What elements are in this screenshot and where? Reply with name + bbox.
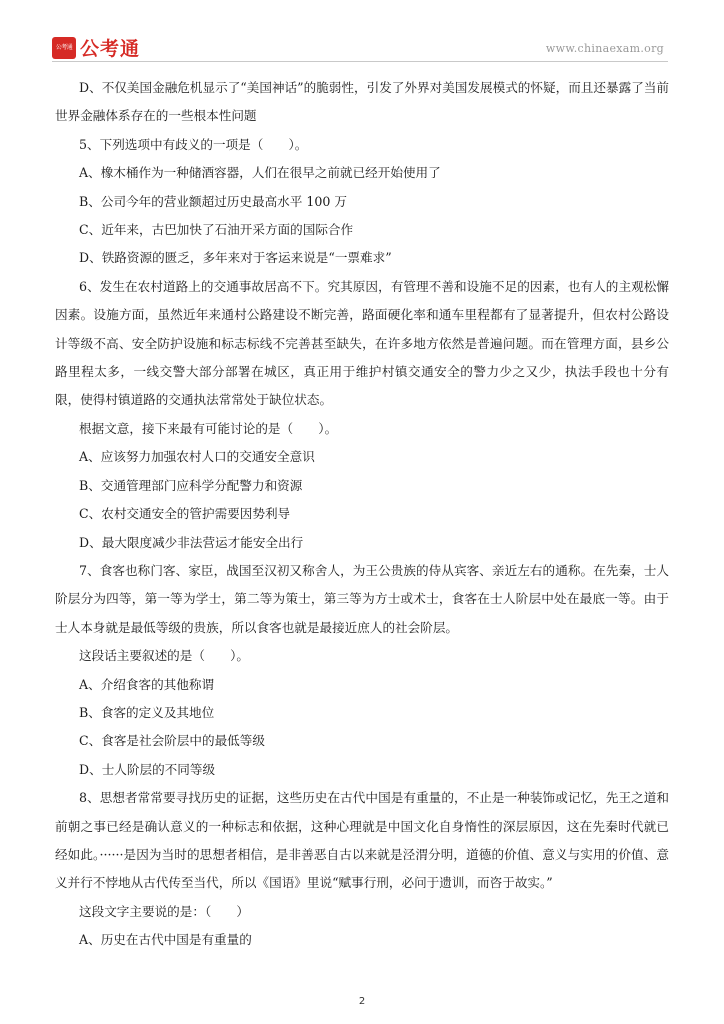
q6-passage: 6、发生在农村道路上的交通事故居高不下。究其原因，有管理不善和设施不足的因素，也有人的主观松懈因素。设施方面，虽然近年来通村公路建设不断完善，路面硬化率和通车里程都有了显著提升，但农村公路设计等级不高、安全防护设施和标志标线不完善甚至缺失，在许多地方依然是普遍问题。而在管理方面，县乡公路里程太多，一线交警大部分部署在城区，真正用于维护村镇交通安全的警力少之又少，执法手段也十分有限，使得村镇道路的交通执法常常处于缺位状态。 [55,278,669,408]
page-header [52,30,668,62]
q5-option-c: C、近年来，古巴加快了石油开采方面的国际合作 [79,222,354,238]
header-divider [52,61,668,62]
q7-stem: 这段话主要叙述的是（ ）。 [79,648,250,664]
q6-stem: 根据文意，接下来最有可能讨论的是（ ）。 [79,420,338,436]
q8-passage: 8、思想者常常要寻找历史的证据，这些历史在古代中国是有重量的，不止是一种装饰或记忆，先王之道和前朝之事已经是确认意义的一种标志和依据，这种心理就是中国文化自身惰性的深层原因，这在先秦时代就已经如此。······是因为当时的思想者相信，是非善恶自古以来就是泾渭分明，道德的价值、意义与实用的价值、意义并行不悖地从古代传至当代，所以《国语》里说“赋事行刑，必问于遗训，而咨于故实。” [55,790,669,891]
q4-option-d: D、不仅美国金融危机显示了“美国神话”的脆弱性，引发了外界对美国发展模式的怀疑，而且还暴露了当前世界金融体系存在的一些根本性问题 [55,80,669,124]
q6-option-c: C、农村交通安全的管护需要因势利导 [79,506,291,522]
q6-option-b: B、交通管理部门应科学分配警力和资源 [79,477,303,493]
q7-passage: 7、食客也称门客、家臣，战国至汉初又称舍人，为王公贵族的侍从宾客、亲近左右的通称。在先秦，士人阶层分为四等，第一等为学士，第二等为策士，第三等为方士或术士，食客在士人阶层中处在最底一等。由于士人本身就是最低等级的贵族，所以食客也就是最接近庶人的社会阶层。 [55,562,669,635]
q8-stem: 这段文字主要说的是：（ ） [79,903,250,919]
logo-text: 公考通 [80,38,141,60]
site-url[interactable]: www.chinaexam.org [545,42,664,55]
q7-option-a: A、介绍食客的其他称谓 [79,676,215,692]
q5-option-a: A、橡木桶作为一种储酒容器，人们在很早之前就已经开始使用了 [79,165,441,181]
q7-option-b: B、食客的定义及其地位 [79,704,215,720]
q5-option-b: B、公司今年的营业额超过历史最高水平 100 万 [79,193,347,209]
q5-stem: 5、下列选项中有歧义的一项是（ ）。 [79,136,308,152]
document-body [55,74,669,955]
q5-option-d: D、铁路资源的匮乏，多年来对于客运来说是“一票难求” [79,250,392,266]
q6-option-d: D、最大限度减少非法营运才能安全出行 [79,534,304,550]
q7-option-d: D、士人阶层的不同等级 [79,761,216,777]
page-number: 2 [358,996,366,1007]
q7-option-c: C、食客是社会阶层中的最低等级 [79,733,265,749]
logo[interactable] [52,34,140,61]
logo-badge-icon: 公考通 [52,37,76,59]
q6-option-a: A、应该努力加强农村人口的交通安全意识 [79,449,315,465]
q8-option-a: A、历史在古代中国是有重量的 [79,932,252,948]
